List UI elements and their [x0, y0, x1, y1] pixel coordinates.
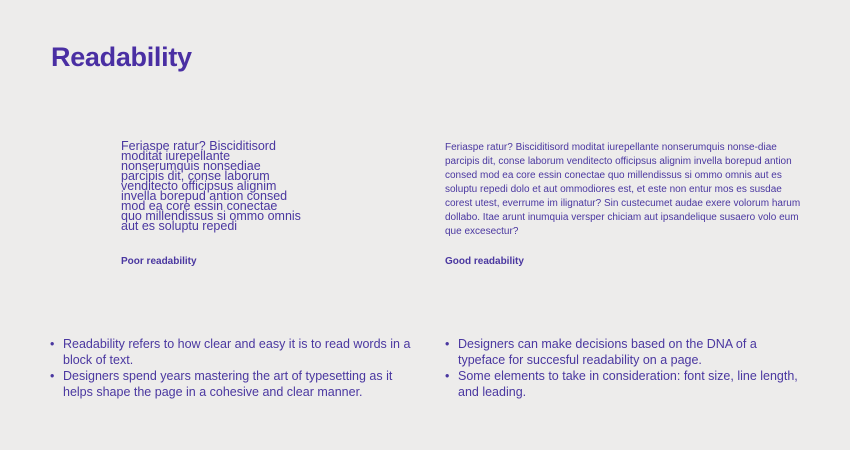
poor-readability-sample: Feriaspe ratur? Bisciditisord moditat iurepellante nonserumquis nonsediae parcipis dit, conse laborum venditecto officipsus alignim invella borepud antion consed mod ea core essin conectae quo millendissus si ommo omnis aut es soluptu repedi — [121, 139, 301, 233]
list-item — [445, 336, 805, 368]
bullet-icon: • — [50, 337, 55, 351]
poor-readability-caption: Poor readability — [121, 256, 197, 267]
bullet-icon: • — [445, 369, 450, 383]
list-item-text: Readability refers to how clear and easy it is to read words in a block of text. — [63, 337, 411, 367]
list-item — [445, 368, 805, 400]
list-item-text: Designers can make decisions based on the DNA of a typeface for succesful readability on a page. — [458, 337, 757, 367]
list-item-text: Designers spend years mastering the art of typesetting as it helps shape the page in a cohesive and clear manner. — [63, 369, 393, 399]
bullet-icon: • — [50, 369, 55, 383]
bullet-icon: • — [445, 337, 450, 351]
good-readability-sample: Feriaspe ratur? Bisciditisord moditat iurepellante nonserumquis nonse-diae parcipis dit, conse laborum venditecto officipsus alignim invella borepud antion consed mod ea core essin conectae quo millendissus si ommo omnis aut es soluptu repedi dolo et aut ommodiores est, et este non entur mos es susdae corest utest, everrume im ilignatur? Sin custecumet audae exere volorum harum dollabo. Itae arunt inumquia versper chiciam aut ipsandelique susaero volo eum que excesectur? — [445, 142, 801, 237]
bullet-list-right — [445, 336, 805, 400]
good-readability-caption: Good readability — [445, 256, 524, 267]
bullet-list-left — [50, 336, 415, 400]
page-title: Readability — [51, 42, 192, 72]
list-item — [50, 368, 415, 400]
list-item — [50, 336, 415, 368]
list-item-text: Some elements to take in consideration: font size, line length, and leading. — [458, 369, 798, 399]
